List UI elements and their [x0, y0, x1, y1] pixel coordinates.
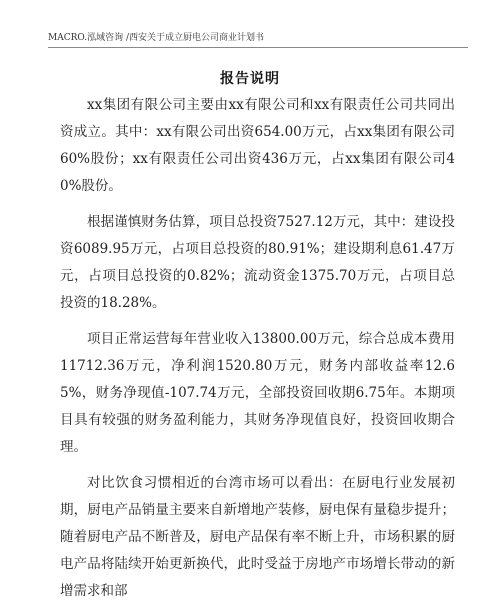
running-header: MACRO.泓域咨询 /西安关于成立厨电公司商业计划书	[48, 33, 264, 43]
paragraph-financials: 项目正常运营每年营业收入13800.00万元，综合总成本费用11712.36万元，净利润1520.80万元，财务内部收益率12.65%，财务净现值-107.74万元，全部投资回收期6.75年。本期项目具有较强的财务盈利能力，其财务净现值良好，投资回收期合理。	[60, 331, 455, 455]
document-body	[60, 92, 455, 614]
page-title: 报告说明	[220, 71, 280, 87]
paragraph-market: 对比饮食习惯相近的台湾市场可以看出：在厨电行业发展初期，厨电产品销量主要来自新增地产装修，厨电保有量稳步提升；随着厨电产品不断普及，厨电产品保有率不断上升，市场积累的厨电产品将陆续开始更新换代，此时受益于房地产市场增长带动的新增需求和部	[60, 475, 455, 599]
paragraph-investment: 根据谨慎财务估算，项目总投资7527.12万元，其中：建设投资6089.95万元，占项目总投资的80.91%；建设期利息61.47万元，占项目总投资的0.82%；流动资金1375.70万元，占项目总投资的18.28%。	[60, 214, 455, 311]
header-divider	[48, 47, 468, 48]
paragraph-shareholding: xx集团有限公司主要由xx有限公司和xx有限责任公司共同出资成立。其中：xx有限公司出资654.00万元，占xx集团有限公司60%股份；xx有限责任公司出资436万元，占xx集团有限公司40%股份。	[60, 97, 455, 194]
